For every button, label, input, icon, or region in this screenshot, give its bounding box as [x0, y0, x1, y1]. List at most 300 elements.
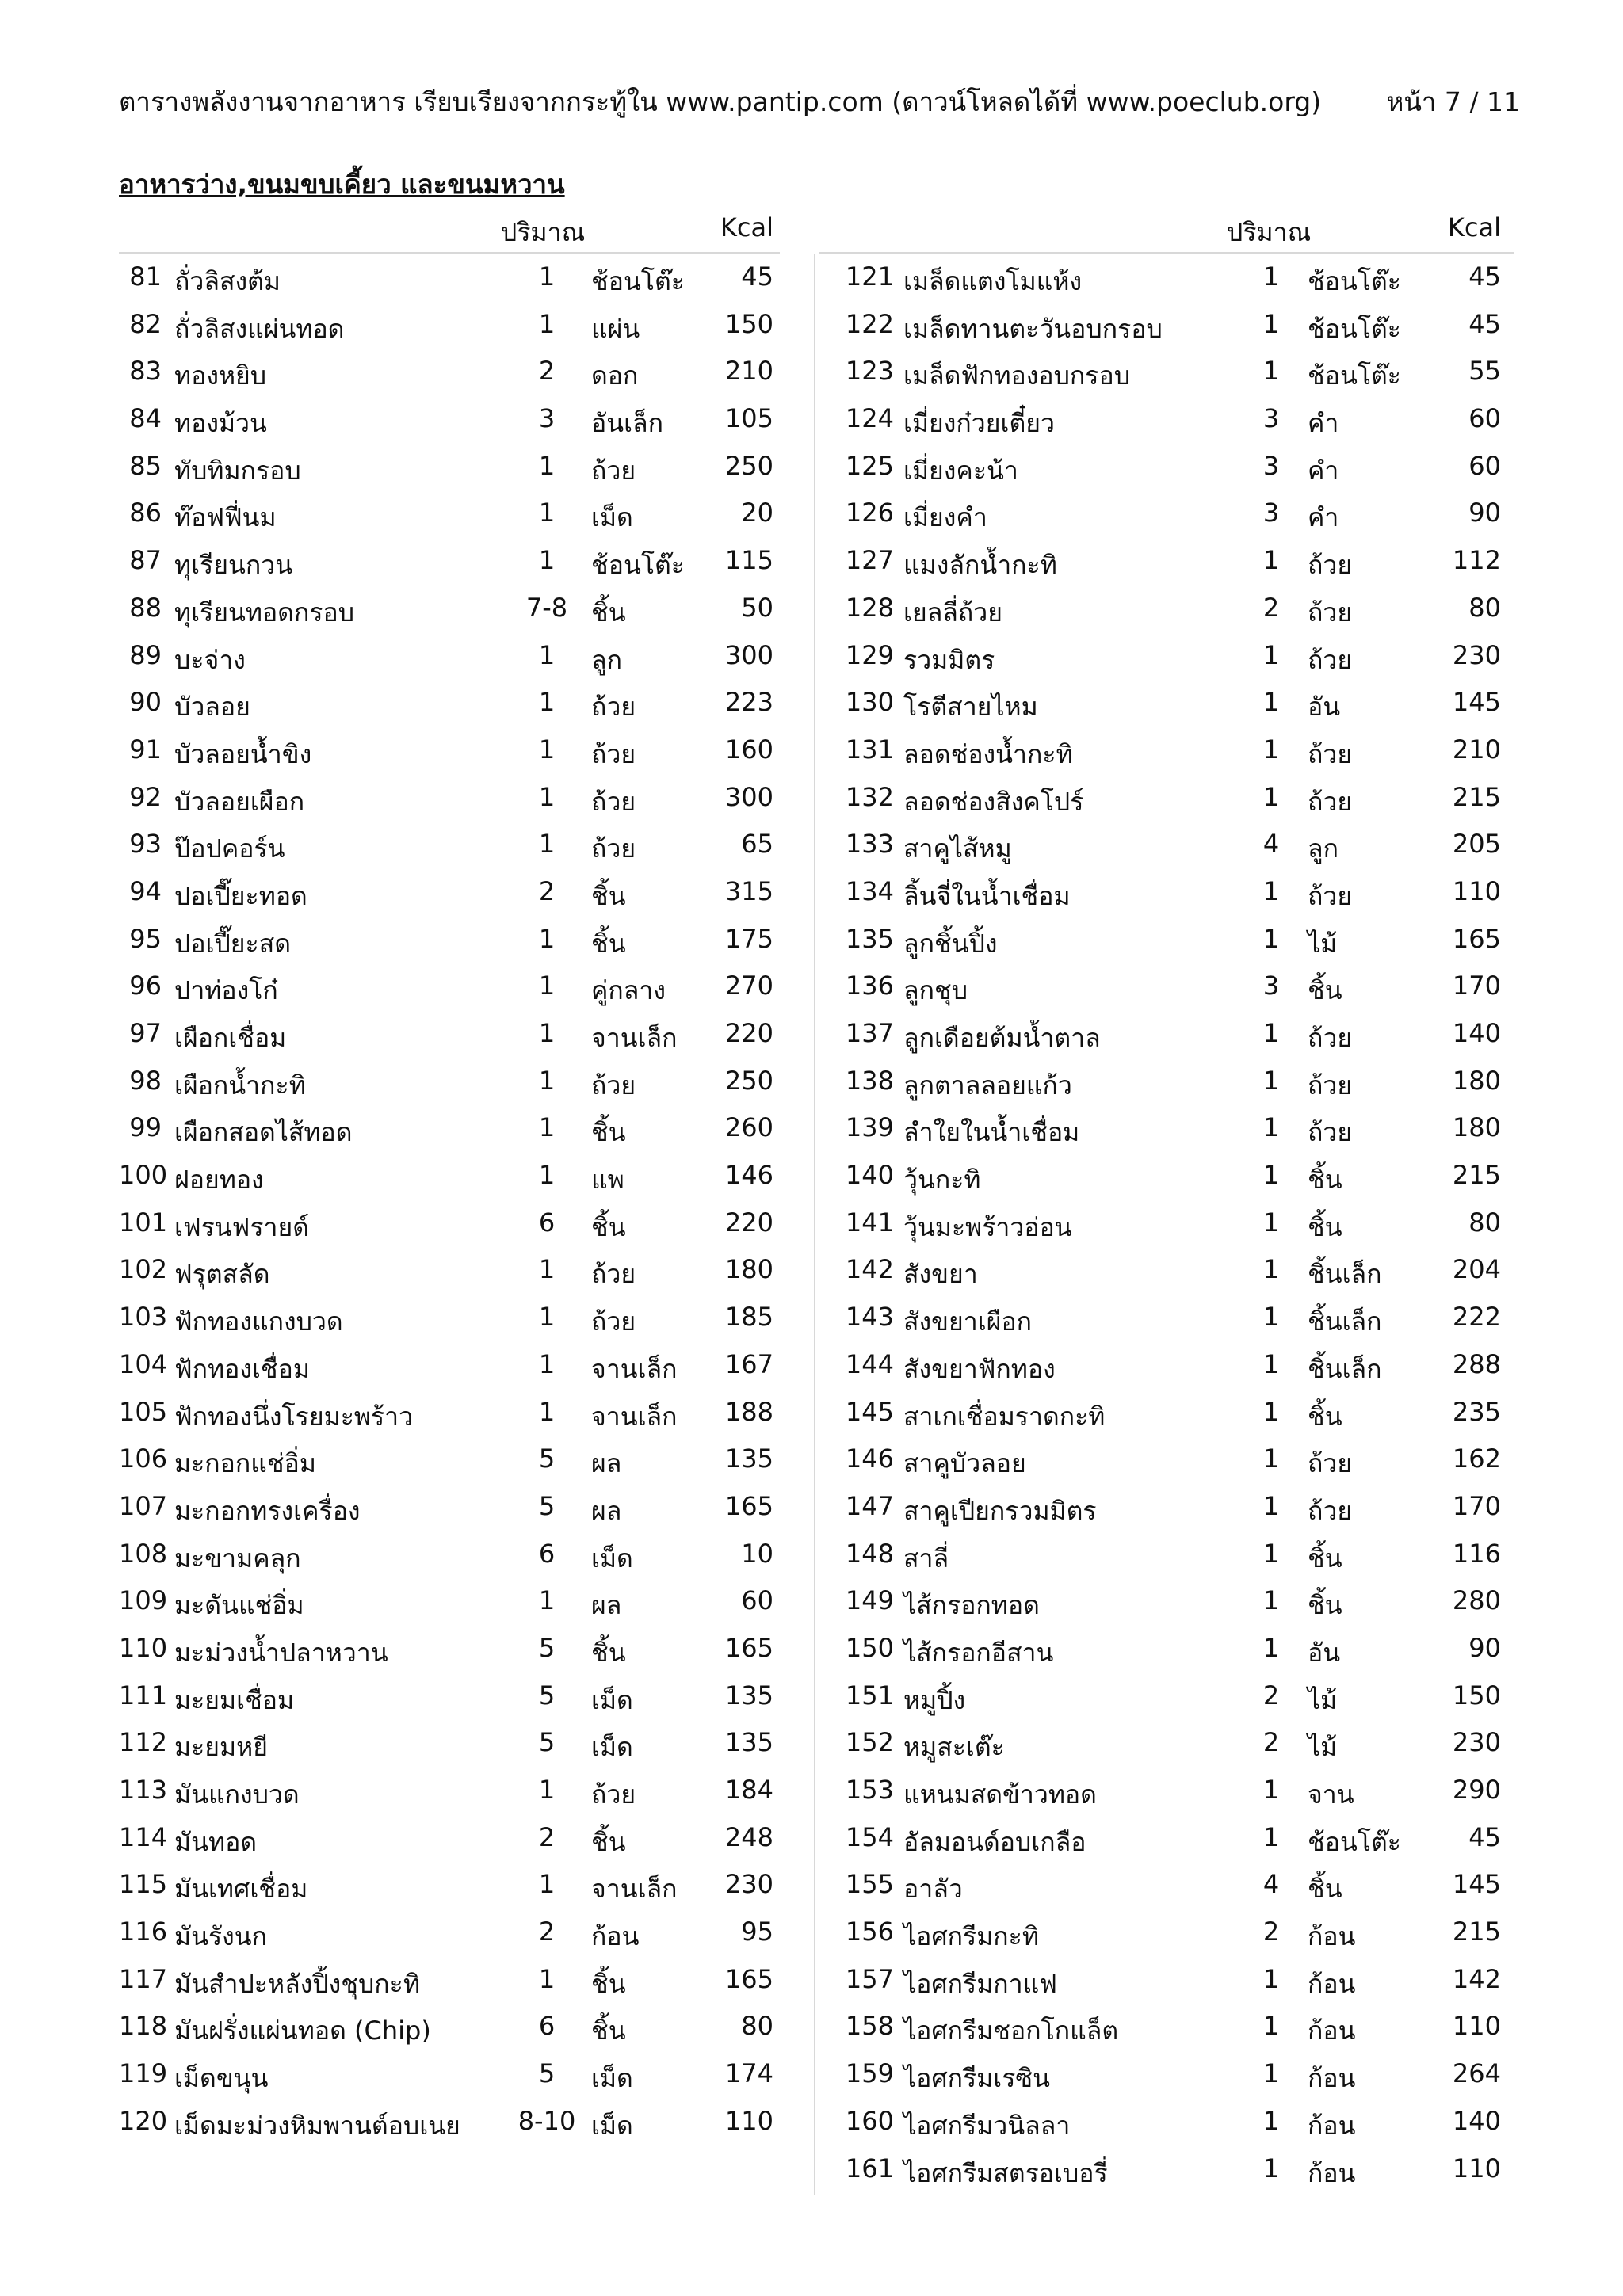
- unit: ถ้วย: [1308, 1023, 1353, 1053]
- quantity: 1: [1262, 1585, 1280, 1616]
- table-row: [119, 2050, 780, 2098]
- food-name: ฝอยทอง: [174, 1165, 264, 1196]
- unit: ถ้วย: [1308, 738, 1353, 769]
- kcal-value: 204: [1452, 1254, 1501, 1285]
- quantity: 8-10: [517, 2105, 576, 2136]
- row-number: 119: [119, 2058, 168, 2089]
- kcal-value: 167: [724, 1348, 773, 1379]
- quantity: 5: [538, 1490, 556, 1521]
- row-number: 122: [845, 308, 894, 339]
- kcal-value: 140: [1452, 2105, 1501, 2136]
- row-number: 130: [845, 687, 894, 718]
- unit: ช้อนโต๊ะ: [1308, 360, 1401, 391]
- food-name: ฟักทองแกงบวด: [174, 1306, 343, 1337]
- kcal-value: 235: [1452, 1396, 1501, 1427]
- unit: ช้อนโต๊ะ: [591, 550, 685, 581]
- quantity: 1: [538, 1018, 556, 1048]
- table-row: [819, 632, 1514, 680]
- kcal-value: 115: [724, 545, 773, 576]
- table-row: [819, 1058, 1514, 1105]
- quantity: 3: [1262, 971, 1280, 1001]
- unit: เม็ด: [591, 2063, 633, 2094]
- row-number: 123: [845, 356, 894, 387]
- quantity: 1: [1262, 2011, 1280, 2042]
- kcal-value: 280: [1452, 1585, 1501, 1616]
- row-number: 154: [845, 1821, 894, 1852]
- food-name: ทองหยิบ: [174, 360, 267, 391]
- unit: เม็ด: [591, 1732, 633, 1763]
- row-number: 158: [845, 2011, 894, 2042]
- row-number: 91: [129, 734, 162, 765]
- table-row: [119, 301, 780, 349]
- kcal-value: 185: [724, 1302, 773, 1333]
- quantity: 2: [1262, 1917, 1280, 1947]
- quantity: 1: [1262, 1302, 1280, 1333]
- quantity: 1: [1262, 545, 1280, 576]
- kcal-value: 140: [1452, 1018, 1501, 1048]
- unit: ชิ้น: [591, 1968, 626, 1999]
- table-row: [119, 1814, 780, 1862]
- table-row: [819, 1956, 1514, 2004]
- kcal-value: 110: [1452, 2153, 1501, 2183]
- quantity: 3: [538, 403, 556, 434]
- kcal-value: 288: [1452, 1348, 1501, 1379]
- quantity: 1: [538, 1065, 556, 1096]
- kcal-value: 55: [1468, 356, 1501, 387]
- row-number: 96: [129, 971, 162, 1001]
- unit: ชิ้น: [591, 1117, 626, 1148]
- table-row: [819, 868, 1514, 916]
- food-name: สาคูเปียกรวมมิตร: [903, 1495, 1097, 1526]
- table-row: [119, 1010, 780, 1058]
- kcal-value: 215: [1452, 781, 1501, 812]
- kcal-value: 230: [1452, 1727, 1501, 1758]
- table-row: [119, 632, 780, 680]
- unit: ถ้วย: [591, 692, 636, 723]
- quantity: 1: [1262, 1112, 1280, 1143]
- table-row: [119, 1341, 780, 1389]
- table-row: [119, 1767, 780, 1814]
- row-number: 151: [845, 1680, 894, 1711]
- kcal-value: 230: [1452, 639, 1501, 670]
- kcal-value: 250: [724, 450, 773, 481]
- quantity: 1: [1262, 923, 1280, 954]
- row-number: 110: [119, 1632, 168, 1663]
- kcal-value: 162: [1452, 1444, 1501, 1474]
- quantity: 1: [1262, 1963, 1280, 1994]
- table-row: [119, 348, 780, 395]
- table-row: [819, 1199, 1514, 1247]
- unit: ถ้วย: [1308, 880, 1353, 911]
- kcal-value: 146: [724, 1160, 773, 1191]
- kcal-value: 220: [724, 1207, 773, 1238]
- table-row: [119, 1152, 780, 1199]
- row-number: 134: [845, 875, 894, 906]
- food-name: ไอศกรีมเรซิน: [903, 2063, 1050, 2094]
- header-kcal: Kcal: [1447, 212, 1501, 242]
- food-name: เผือกเชื่อม: [174, 1023, 287, 1053]
- quantity: 1: [538, 1254, 556, 1285]
- unit: ก้อน: [1308, 2110, 1356, 2141]
- unit: จาน: [1308, 1779, 1354, 1810]
- food-name: ฟักทองเชื่อม: [174, 1353, 310, 1384]
- kcal-value: 300: [724, 639, 773, 670]
- kcal-value: 45: [1468, 261, 1501, 292]
- row-number: 145: [845, 1396, 894, 1427]
- kcal-value: 112: [1452, 545, 1501, 576]
- quantity: 1: [1262, 2153, 1280, 2183]
- unit: ถ้วย: [591, 786, 636, 817]
- food-name: ลอดช่องสิงคโปร์: [903, 786, 1084, 817]
- row-number: 89: [129, 639, 162, 670]
- food-name: ลอดช่องน้ำกะทิ: [903, 738, 1073, 769]
- quantity: 2: [538, 1821, 556, 1852]
- kcal-value: 300: [724, 781, 773, 812]
- table-row: [819, 1531, 1514, 1578]
- row-number: 85: [129, 450, 162, 481]
- quantity: 1: [1262, 308, 1280, 339]
- food-name: บัวลอยเผือก: [174, 786, 305, 817]
- quantity: 1: [1262, 1632, 1280, 1663]
- unit: ชิ้น: [591, 2016, 626, 2046]
- unit: ถ้วย: [1308, 786, 1353, 817]
- quantity: 5: [538, 1680, 556, 1711]
- kcal-value: 60: [1468, 450, 1501, 481]
- kcal-value: 175: [724, 923, 773, 954]
- table-row: [119, 537, 780, 585]
- unit: ชิ้น: [591, 1211, 626, 1242]
- row-number: 82: [129, 308, 162, 339]
- quantity: 1: [1262, 1065, 1280, 1096]
- unit: คำ: [1308, 502, 1339, 533]
- unit: ถ้วย: [1308, 1070, 1353, 1100]
- table-row: [819, 1909, 1514, 1956]
- unit: อัน: [1308, 1637, 1341, 1668]
- kcal-value: 110: [1452, 875, 1501, 906]
- food-name: ท๊อฟฟี่นม: [174, 502, 277, 533]
- food-name: สังขยาเผือก: [903, 1306, 1033, 1337]
- row-number: 106: [119, 1444, 168, 1474]
- kcal-value: 170: [1452, 1490, 1501, 1521]
- row-number: 86: [129, 498, 162, 528]
- quantity: 1: [1262, 875, 1280, 906]
- food-name: ป๊อปคอร์น: [174, 833, 285, 864]
- kcal-value: 135: [724, 1680, 773, 1711]
- unit: ก้อน: [1308, 2016, 1356, 2046]
- table-row: [119, 727, 780, 774]
- table-row: [119, 254, 780, 301]
- quantity: 2: [1262, 1727, 1280, 1758]
- row-number: 105: [119, 1396, 168, 1427]
- quantity: 1: [538, 1348, 556, 1379]
- row-number: 142: [845, 1254, 894, 1285]
- food-name: บะจ่าง: [174, 644, 246, 675]
- kcal-value: 215: [1452, 1917, 1501, 1947]
- row-number: 125: [845, 450, 894, 481]
- quantity: 1: [1262, 1821, 1280, 1852]
- kcal-value: 248: [724, 1821, 773, 1852]
- row-number: 90: [129, 687, 162, 718]
- kcal-value: 184: [724, 1775, 773, 1805]
- unit: ก้อน: [1308, 1968, 1356, 1999]
- table-row: [819, 2003, 1514, 2050]
- kcal-value: 215: [1452, 1160, 1501, 1191]
- table-row: [819, 1625, 1514, 1672]
- table-row: [819, 395, 1514, 443]
- food-name: สาคูบัวลอย: [903, 1448, 1026, 1479]
- right-table: [819, 208, 1514, 2192]
- table-row: [119, 916, 780, 963]
- food-name: สาเกเชื่อมราดกะทิ: [903, 1401, 1106, 1432]
- unit: ก้อน: [1308, 2157, 1356, 2188]
- quantity: 5: [538, 2058, 556, 2089]
- document-title: ตารางพลังงานจากอาหาร เรียบเรียงจากกระทู้ใน www.pantip.com (ดาวน์โหลดได้ที่ www.poeclub.org): [119, 86, 1322, 117]
- kcal-value: 188: [724, 1396, 773, 1427]
- food-name: หมูปิ้ง: [903, 1684, 966, 1715]
- food-name: ฟักทองนึ่งโรยมะพร้าว: [174, 1401, 414, 1432]
- unit: ถ้วย: [1308, 550, 1353, 581]
- food-name: เมี่ยงคำ: [903, 502, 987, 533]
- kcal-value: 290: [1452, 1775, 1501, 1805]
- kcal-value: 210: [724, 356, 773, 387]
- food-name: สาคูไส้หมู: [903, 833, 1012, 864]
- table-row: [819, 821, 1514, 868]
- quantity: 5: [538, 1444, 556, 1474]
- row-number: 103: [119, 1302, 168, 1333]
- column-divider: [814, 254, 815, 2195]
- row-number: 83: [129, 356, 162, 387]
- row-number: 98: [129, 1065, 162, 1096]
- kcal-value: 165: [724, 1632, 773, 1663]
- food-name: ไส้กรอกอีสาน: [903, 1637, 1054, 1668]
- row-number: 136: [845, 971, 894, 1001]
- quantity: 1: [1262, 1254, 1280, 1285]
- quantity: 1: [538, 1302, 556, 1333]
- quantity: 1: [1262, 1018, 1280, 1048]
- kcal-value: 180: [1452, 1065, 1501, 1096]
- food-name: ไอศกรีมชอกโกแล็ต: [903, 2016, 1119, 2046]
- unit: ชิ้น: [1308, 1590, 1342, 1621]
- quantity: 1: [1262, 1207, 1280, 1238]
- table-row: [819, 1389, 1514, 1436]
- unit: ชิ้น: [1308, 1165, 1342, 1196]
- quantity: 1: [1262, 687, 1280, 718]
- kcal-value: 165: [1452, 923, 1501, 954]
- food-name: มันแกงบวด: [174, 1779, 300, 1810]
- food-name: ทองม้วน: [174, 408, 267, 439]
- row-number: 139: [845, 1112, 894, 1143]
- unit: ก้อน: [591, 1921, 640, 1952]
- row-number: 116: [119, 1917, 168, 1947]
- kcal-value: 90: [1468, 498, 1501, 528]
- food-name: ปอเปี๊ยะทอด: [174, 880, 307, 911]
- unit: คำ: [1308, 455, 1339, 486]
- row-number: 120: [119, 2105, 168, 2136]
- quantity: 1: [538, 498, 556, 528]
- quantity: 1: [538, 923, 556, 954]
- table-row: [819, 490, 1514, 537]
- table-row: [819, 1672, 1514, 1720]
- table-row: [819, 1436, 1514, 1483]
- unit: ถ้วย: [591, 1306, 636, 1337]
- food-name: ไส้กรอกทอด: [903, 1590, 1040, 1621]
- food-name: โรตีสายไหม: [903, 692, 1038, 723]
- header-qty: ปริมาณ: [1227, 217, 1312, 247]
- table-row: [819, 963, 1514, 1010]
- table-row: [119, 1104, 780, 1152]
- unit: แพ: [591, 1165, 624, 1196]
- row-number: 156: [845, 1917, 894, 1947]
- quantity: 1: [538, 1585, 556, 1616]
- row-number: 107: [119, 1490, 168, 1521]
- food-name: วุ้นกะทิ: [903, 1165, 981, 1196]
- unit: ชิ้น: [1308, 1401, 1342, 1432]
- unit: ชิ้นเล็ก: [1308, 1306, 1382, 1337]
- unit: ช้อนโต๊ะ: [1308, 313, 1401, 344]
- unit: ถ้วย: [591, 1259, 636, 1290]
- unit: ถ้วย: [1308, 1117, 1353, 1148]
- food-name: ลูกเดือยต้มน้ำตาล: [903, 1023, 1101, 1053]
- kcal-value: 45: [1468, 1821, 1501, 1852]
- row-number: 102: [119, 1254, 168, 1285]
- kcal-value: 10: [741, 1538, 773, 1569]
- unit: ดอก: [591, 360, 639, 391]
- row-number: 109: [119, 1585, 168, 1616]
- table-row: [119, 1436, 780, 1483]
- unit: ชิ้น: [1308, 1874, 1342, 1905]
- row-number: 111: [119, 1680, 168, 1711]
- table-row: [819, 1294, 1514, 1341]
- kcal-value: 95: [741, 1917, 773, 1947]
- food-name: เมล็ดฟักทองอบกรอบ: [903, 360, 1131, 391]
- kcal-value: 260: [724, 1112, 773, 1143]
- food-name: มะกอกทรงเครื่อง: [174, 1495, 361, 1526]
- table-row: [819, 1104, 1514, 1152]
- table-row: [119, 963, 780, 1010]
- food-name: ไอศกรีมกาแฟ: [903, 1968, 1057, 1999]
- kcal-value: 180: [724, 1254, 773, 1285]
- quantity: 1: [1262, 1538, 1280, 1569]
- row-number: 153: [845, 1775, 894, 1805]
- row-number: 147: [845, 1490, 894, 1521]
- unit: อัน: [1308, 692, 1341, 723]
- unit: ก้อน: [1308, 1921, 1356, 1952]
- row-number: 157: [845, 1963, 894, 1994]
- quantity: 1: [538, 1396, 556, 1427]
- row-number: 159: [845, 2058, 894, 2089]
- kcal-value: 315: [724, 875, 773, 906]
- food-name: วุ้นมะพร้าวอ่อน: [903, 1211, 1072, 1242]
- quantity: 1: [538, 1963, 556, 1994]
- unit: ช้อนโต๊ะ: [591, 266, 685, 296]
- food-name: ลำใยในน้ำเชื่อม: [903, 1117, 1080, 1148]
- table-row: [119, 1625, 780, 1672]
- table-row: [119, 395, 780, 443]
- table-row: [819, 443, 1514, 490]
- table-row: [819, 1814, 1514, 1862]
- unit: ถ้วย: [1308, 644, 1353, 675]
- row-number: 95: [129, 923, 162, 954]
- unit: ถ้วย: [1308, 597, 1353, 627]
- food-name: มันสำปะหลังปิ้งชุบกะทิ: [174, 1968, 420, 1999]
- row-number: 152: [845, 1727, 894, 1758]
- kcal-value: 60: [1468, 403, 1501, 434]
- quantity: 1: [538, 450, 556, 481]
- row-number: 100: [119, 1160, 168, 1191]
- quantity: 1: [538, 971, 556, 1001]
- kcal-value: 222: [1452, 1302, 1501, 1333]
- food-name: มันรังนก: [174, 1921, 268, 1952]
- unit: ชิ้น: [1308, 1211, 1342, 1242]
- unit: เม็ด: [591, 1543, 633, 1573]
- food-name: เมี่ยงคะน้า: [903, 455, 1018, 486]
- table-row: [119, 1294, 780, 1341]
- unit: เม็ด: [591, 1684, 633, 1715]
- kcal-value: 116: [1452, 1538, 1501, 1569]
- kcal-value: 110: [1452, 2011, 1501, 2042]
- kcal-value: 80: [1468, 592, 1501, 623]
- row-number: 155: [845, 1869, 894, 1900]
- food-name: เม็ดมะม่วงหิมพานต์อบเนย: [174, 2110, 460, 2141]
- food-name: ไอศกรีมสตรอเบอรี่: [903, 2157, 1108, 2188]
- table-row: [119, 1909, 780, 1956]
- table-row: [819, 2145, 1514, 2193]
- unit: ไม้: [1308, 928, 1338, 959]
- food-name: ทุเรียนทอดกรอบ: [174, 597, 355, 627]
- table-row: [119, 1246, 780, 1294]
- quantity: 1: [1262, 1775, 1280, 1805]
- kcal-value: 145: [1452, 1869, 1501, 1900]
- quantity: 6: [538, 1538, 556, 1569]
- kcal-value: 165: [724, 1490, 773, 1521]
- unit: คำ: [1308, 408, 1339, 439]
- unit: ชิ้น: [1308, 1543, 1342, 1573]
- kcal-value: 220: [724, 1018, 773, 1048]
- row-number: 138: [845, 1065, 894, 1096]
- food-name: มะยมหยี: [174, 1732, 268, 1763]
- row-number: 126: [845, 498, 894, 528]
- row-number: 99: [129, 1112, 162, 1143]
- row-number: 143: [845, 1302, 894, 1333]
- kcal-value: 110: [724, 2105, 773, 2136]
- table-row: [119, 1861, 780, 1909]
- table-row: [119, 443, 780, 490]
- unit: ไม้: [1308, 1684, 1338, 1715]
- table-row: [119, 585, 780, 632]
- kcal-value: 135: [724, 1727, 773, 1758]
- quantity: 1: [538, 687, 556, 718]
- unit: แผ่น: [591, 313, 640, 344]
- row-number: 118: [119, 2011, 168, 2042]
- quantity: 1: [538, 639, 556, 670]
- food-name: อาลัว: [903, 1874, 963, 1905]
- table-row: [819, 1246, 1514, 1294]
- kcal-value: 210: [1452, 734, 1501, 765]
- table-row: [119, 1531, 780, 1578]
- row-number: 127: [845, 545, 894, 576]
- kcal-value: 45: [1468, 308, 1501, 339]
- kcal-value: 264: [1452, 2058, 1501, 2089]
- row-number: 148: [845, 1538, 894, 1569]
- kcal-value: 142: [1452, 1963, 1501, 1994]
- unit: ชิ้น: [591, 1637, 626, 1668]
- quantity: 5: [538, 1632, 556, 1663]
- row-number: 112: [119, 1727, 168, 1758]
- row-number: 88: [129, 592, 162, 623]
- kcal-value: 165: [724, 1963, 773, 1994]
- quantity: 1: [1262, 781, 1280, 812]
- unit: ชิ้น: [1308, 975, 1342, 1006]
